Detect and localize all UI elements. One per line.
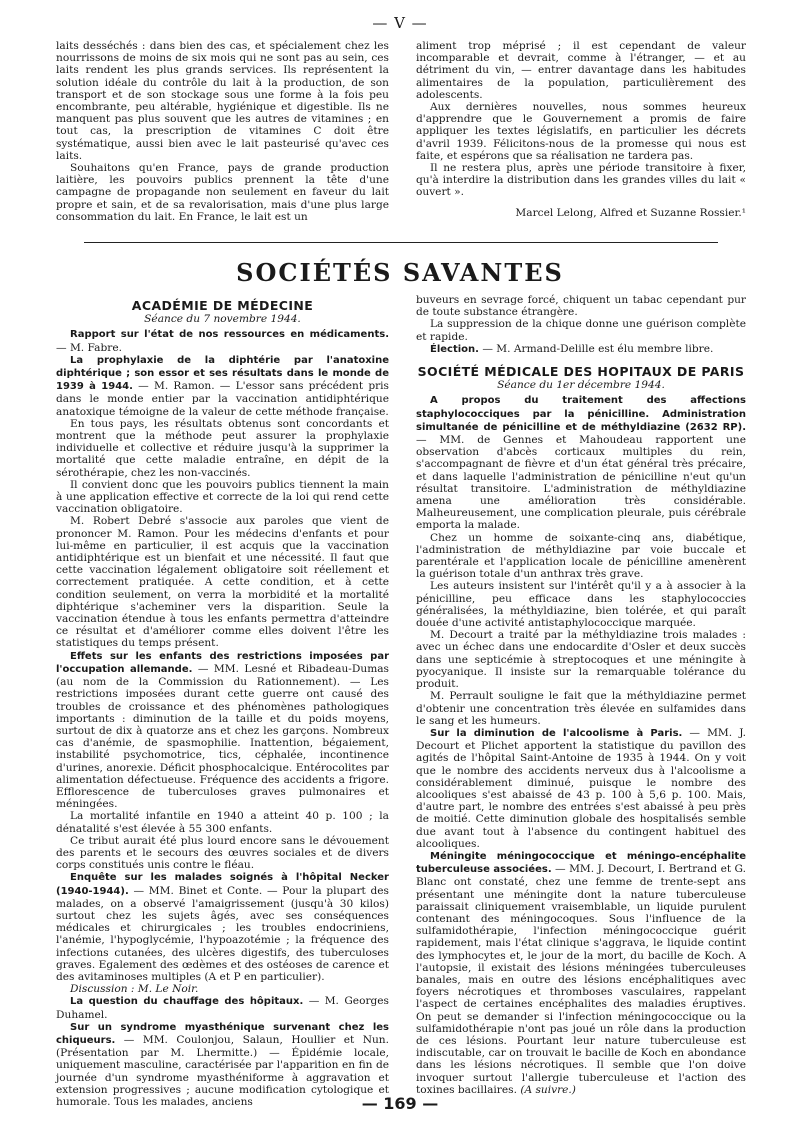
- rubric: Sur un syndrome myasthénique survenant chez les chiqueurs.: [56, 1021, 389, 1046]
- paragraph: En tous pays, les résultats obtenus sont concordants et montrent que la méthode peut assurer la prophylaxie individuelle et collective et réduire jusqu'à la supprimer la mortalité que cette maladie entraîne, en dépit de la sérothérapie, chez les non-vaccinés.: [56, 417, 389, 479]
- academie-seance: Séance du 7 novembre 1944.: [144, 313, 301, 326]
- paragraph: Chez un homme de soixante-cinq ans, diabétique, l'administration de méthyldiazine par voie buccale et parentérale et l'application locale de pénicilline amenèrent la guérison totale d'un anthrax très grave.: [416, 531, 746, 581]
- rubric: Rapport sur l'état de nos ressources en médicaments.: [70, 329, 389, 341]
- paragraph-text: — MM. Coulonjou, Salaun, Houllier et Nun. (Présentation par M. Lhermitte.) — Épidémie locale, uniquement masculine, caractérisée par l'apparition en fin de journée d'un syndrome myasthéniforme à aggravation et extension progressives ; aucune modification cytologique et humorale. Tous les malades, anciens: [56, 1033, 389, 1108]
- academie-column: [56, 294, 389, 1108]
- societe-heading: SOCIÉTÉ MÉDICALE DES HOPITAUX DE PARIS: [417, 364, 745, 380]
- rubric: Sur la diminution de l'alcoolisme à Paris.: [430, 727, 683, 739]
- rubric: Élection.: [430, 343, 479, 355]
- rubric: Méningite méningococcique et méningo-encéphalite tuberculeuse associées.: [416, 850, 746, 876]
- paragraph: laits desséchés : dans bien des cas, et spécialement chez les nourrissons de moins de six mois qui ne sont pas au sein, ces laits rendent les plus grands services. Ils représentent la solution idéale du contrôle du lait à la production, de son transport et de son stockage sous une forme à la fois peu encombrante, peu altérable, hygiénique et digestible. Ils ne manquent pas plus souvent que les autres de vitamines ; en tout cas, la prescription de vitamines C doit être systématique, aussi bien avec le lait pasteurisé qu'avec ces laits.: [56, 40, 389, 162]
- paragraph-text: — M. Georges Duhamel.: [56, 995, 389, 1021]
- societe-seance: Séance du 1er décembre 1944.: [497, 379, 665, 392]
- paragraph: La suppression de la chique donne une guérison complète et rapide.: [416, 318, 746, 343]
- top-right-column: [416, 40, 746, 219]
- paragraph-text: — MM. Binet et Conte. — Pour la plupart des malades, on a observé l'amaigrissement (jusqu'à 30 kilos) surtout chez les sujets âgés, avec ses conséquences médicales et chirurgicales ; les troubles endocriniens, l'anémie, l'hypoglycémie, l'hypoazotémie ; la fréquence des infections cutanées, des ulcères digestifs, des tuberculoses graves. Egalement des œdèmes et des ostéoses de carence et des avitaminoses multiples (A et P en particulier).: [56, 884, 389, 983]
- paragraph: Souhaitons qu'en France, pays de grande production laitière, les pouvoirs publics prennent la tête d'une campagne de propagande non seulement en faveur du lait propre et sain, et de sa revalorisation, mais d'une plus large consommation du lait. En France, le lait est un: [56, 162, 389, 223]
- paragraph-text: — MM. de Gennes et Mahoudeau rapportent une observation d'abcès corticaux multiples du rein, s'accompagnant de fièvre et d'un état général très précaire, et dans laquelle l'administration de pénicilline n'eut qu'un résultat transitoire. L'administration de méthyldiazine amena une amélioration très considérable. Malheureusement, une complication pleurale, puis cérébrale emporta la malade.: [416, 434, 746, 532]
- paragraph: Les auteurs insistent sur l'intérêt qu'il y a à associer à la pénicilline, peu efficace dans les staphylococcies généralisées, la méthyldiazine, bien tolérée, et qui paraît douée d'une activité antistaphylococcique marquée.: [416, 580, 746, 630]
- paragraph: M. Robert Debré s'associe aux paroles que vient de prononcer M. Ramon. Pour les médecins d'enfants et pour lui-même en particulier, il est acquis que la vaccination antidiphtérique est un bienfait et une nécessité. Il faut que cette vaccination légalement obligatoire soit réellement et correctement pratiquée. A cette condition, et à cette condition seulement, on verra la morbidité et la mortalité diphtérique s'acheminer vers la disparition. Seule la vaccination étendue à tous les enfants permettra d'atteindre ce résultat et d'améliorer comme elles doivent l'être les statistiques du temps présent.: [56, 515, 389, 650]
- to-be-continued: (A suivre.): [520, 1083, 576, 1096]
- paragraph: Il ne restera plus, après une période transitoire à fixer, qu'à interdire la distribution dans les grandes villes du lait « ouvert ».: [416, 162, 746, 199]
- rubric: A propos du traitement des affections staphylococciques par la pénicilline. Administration simultanée de pénicilline et de méthyldiazine (2632 RP).: [416, 395, 746, 433]
- paragraph-text: — M. Fabre.: [56, 341, 122, 354]
- academie-heading: ACADÉMIE DE MÉDECINE: [131, 298, 314, 313]
- paragraph: Ce tribut aurait été plus lourd encore sans le dévouement des parents et le secours des œuvres sociales et de divers corps constitués unis contre le fléau.: [56, 834, 389, 872]
- rubric: Effets sur les enfants des restrictions imposées par l'occupation allemande.: [56, 650, 389, 675]
- page-header-number: — V —: [372, 14, 428, 32]
- rubric: Enquête sur les malades soignés à l'hôpital Necker (1940-1944).: [56, 872, 389, 897]
- paragraph: La mortalité infantile en 1940 a atteint 40 p. 100 ; la dénatalité s'est élevée à 55 300 enfants.: [56, 810, 389, 835]
- paragraph: M. Decourt a traité par la méthyldiazine trois malades : avec un échec dans une endocardite d'Osler et deux succès dans une septicémie à streptocoques et une méningite à pyocyanique. Il insiste sur la remarquable tolérance du produit.: [416, 629, 746, 691]
- rubric: La prophylaxie de la diphtérie par l'anatoxine diphtérique ; son essor et ses résultats dans le monde de 1939 à 1944.: [56, 354, 389, 393]
- paragraph: Discussion : M. Le Noir.: [70, 983, 199, 996]
- societe-column: [416, 294, 746, 1096]
- paragraph-text: — MM. Lesné et Ribadeau-Dumas (au nom de la Commission du Rationnement). — Les restrictions imposées durant cette guerre ont causé des troubles de croissance et des phénomènes pathologiques importants : diminution de la taille et du poids moyens, surtout de dix à quatorze ans et chez les garçons. Nombreux cas d'anémie, de spasmophilie. Inattention, bégaiement, instabilité psychomotrice, tics, céphalée, incontinence d'urines, anorexie. Déficit phosphocalcique. Entérocolites par alimentation défectueuse. Fréquence des accidents a frigore. Efflorescence de tuberculoses graves pulmonaires et méningées.: [56, 662, 389, 811]
- section-title: SOCIÉTÉS SAVANTES: [236, 258, 564, 287]
- paragraph: buveurs en sevrage forcé, chiquent un tabac cependant pur de toute substance étrangère.: [416, 294, 746, 319]
- paragraph: M. Perrault souligne le fait que la méthyldiazine permet d'obtenir une concentration très élevée en sulfamides dans le sang et les humeurs.: [416, 690, 746, 727]
- paragraph-text: — MM. J. Decourt, I. Bertrand et G. Blanc ont constaté, chez une femme de trente-sept ans présentant une méningite dont la nature tuberculeuse paraissait cliniquement vraisemblable, un liquide purulent contenant des méningocoques. Sous l'influence de la sulfamidothérapie, l'infection méningococcique guérit rapidement, mais l'état clinique s'aggrava, le liquide contint des lymphocytes et, le jour de la mort, du bacille de Koch. A l'autopsie, il existait des lésions méningées tuberculeuses banales, mais en outre des lésions encéphalitiques avec foyers nécrotiques et thromboses vasculaires, rappelant l'aspect de certaines encéphalites des maladies éruptives. On peut se demander si l'infection méningococcique ou la sulfamidothérapie n'ont pas joué un rôle dans la production de ces lésions. Pourtant leur nature tuberculeuse est indiscutable, car on trouvait le bacille de Koch en abondance dans les lésions nécrotiques. Il semble que l'on doive invoquer surtout l'allergie tuberculeuse et l'action des toxines bacillaires.: [416, 863, 746, 1096]
- paragraph: Il convient donc que les pouvoirs publics tiennent la main à une application effective et correcte de la loi qui rend cette vaccination obligatoire.: [56, 478, 389, 516]
- rubric: La question du chauffage des hôpitaux.: [70, 996, 304, 1008]
- paragraph-text: — M. Armand-Delille est élu membre libre.: [478, 342, 714, 355]
- top-left-column: [56, 40, 389, 223]
- paragraph: aliment trop méprisé ; il est cependant de valeur incomparable et devrait, comme à l'étranger, — et au détriment du vin, — entrer davantage dans les habitudes alimentaires de la population, particulièrement des adolescents.: [416, 40, 746, 101]
- section-divider: [84, 242, 718, 243]
- page-number: — 169 —: [361, 1094, 439, 1113]
- paragraph-text: — M. Ramon. — L'essor sans précédent pris dans le monde entier par la vaccination antidiphtérique anatoxique témoigne de la valeur de cette méthode française.: [56, 380, 389, 418]
- paragraph: Aux dernières nouvelles, nous sommes heureux d'apprendre que le Gouvernement a promis de faire appliquer les textes législatifs, en particulier les décrets d'avril 1939. Félicitons-nous de la promesse qui nous est faite, et espérons que sa réalisation ne tardera pas.: [416, 101, 746, 162]
- paragraph-text: — MM. J. Decourt et Plichet apportent la statistique du pavillon des agités de l'hôpital Saint-Antoine de 1935 à 1944. On y voit que le nombre des accidents nerveux dus à l'alcoolisme a considérablement diminué, puisque le nombre des alcooliques s'est abaissé de 43 p. 100 à 5,6 p. 100. Mais, d'autre part, le nombre des entrées s'est abaissé à peu près de moitié. Cette diminution globale des hospitalisés semble due avant tout à l'absence du contingent habituel des alcooliques.: [416, 726, 746, 850]
- article-signature: Marcel Lelong, Alfred et Suzanne Rossier.¹: [515, 206, 746, 219]
